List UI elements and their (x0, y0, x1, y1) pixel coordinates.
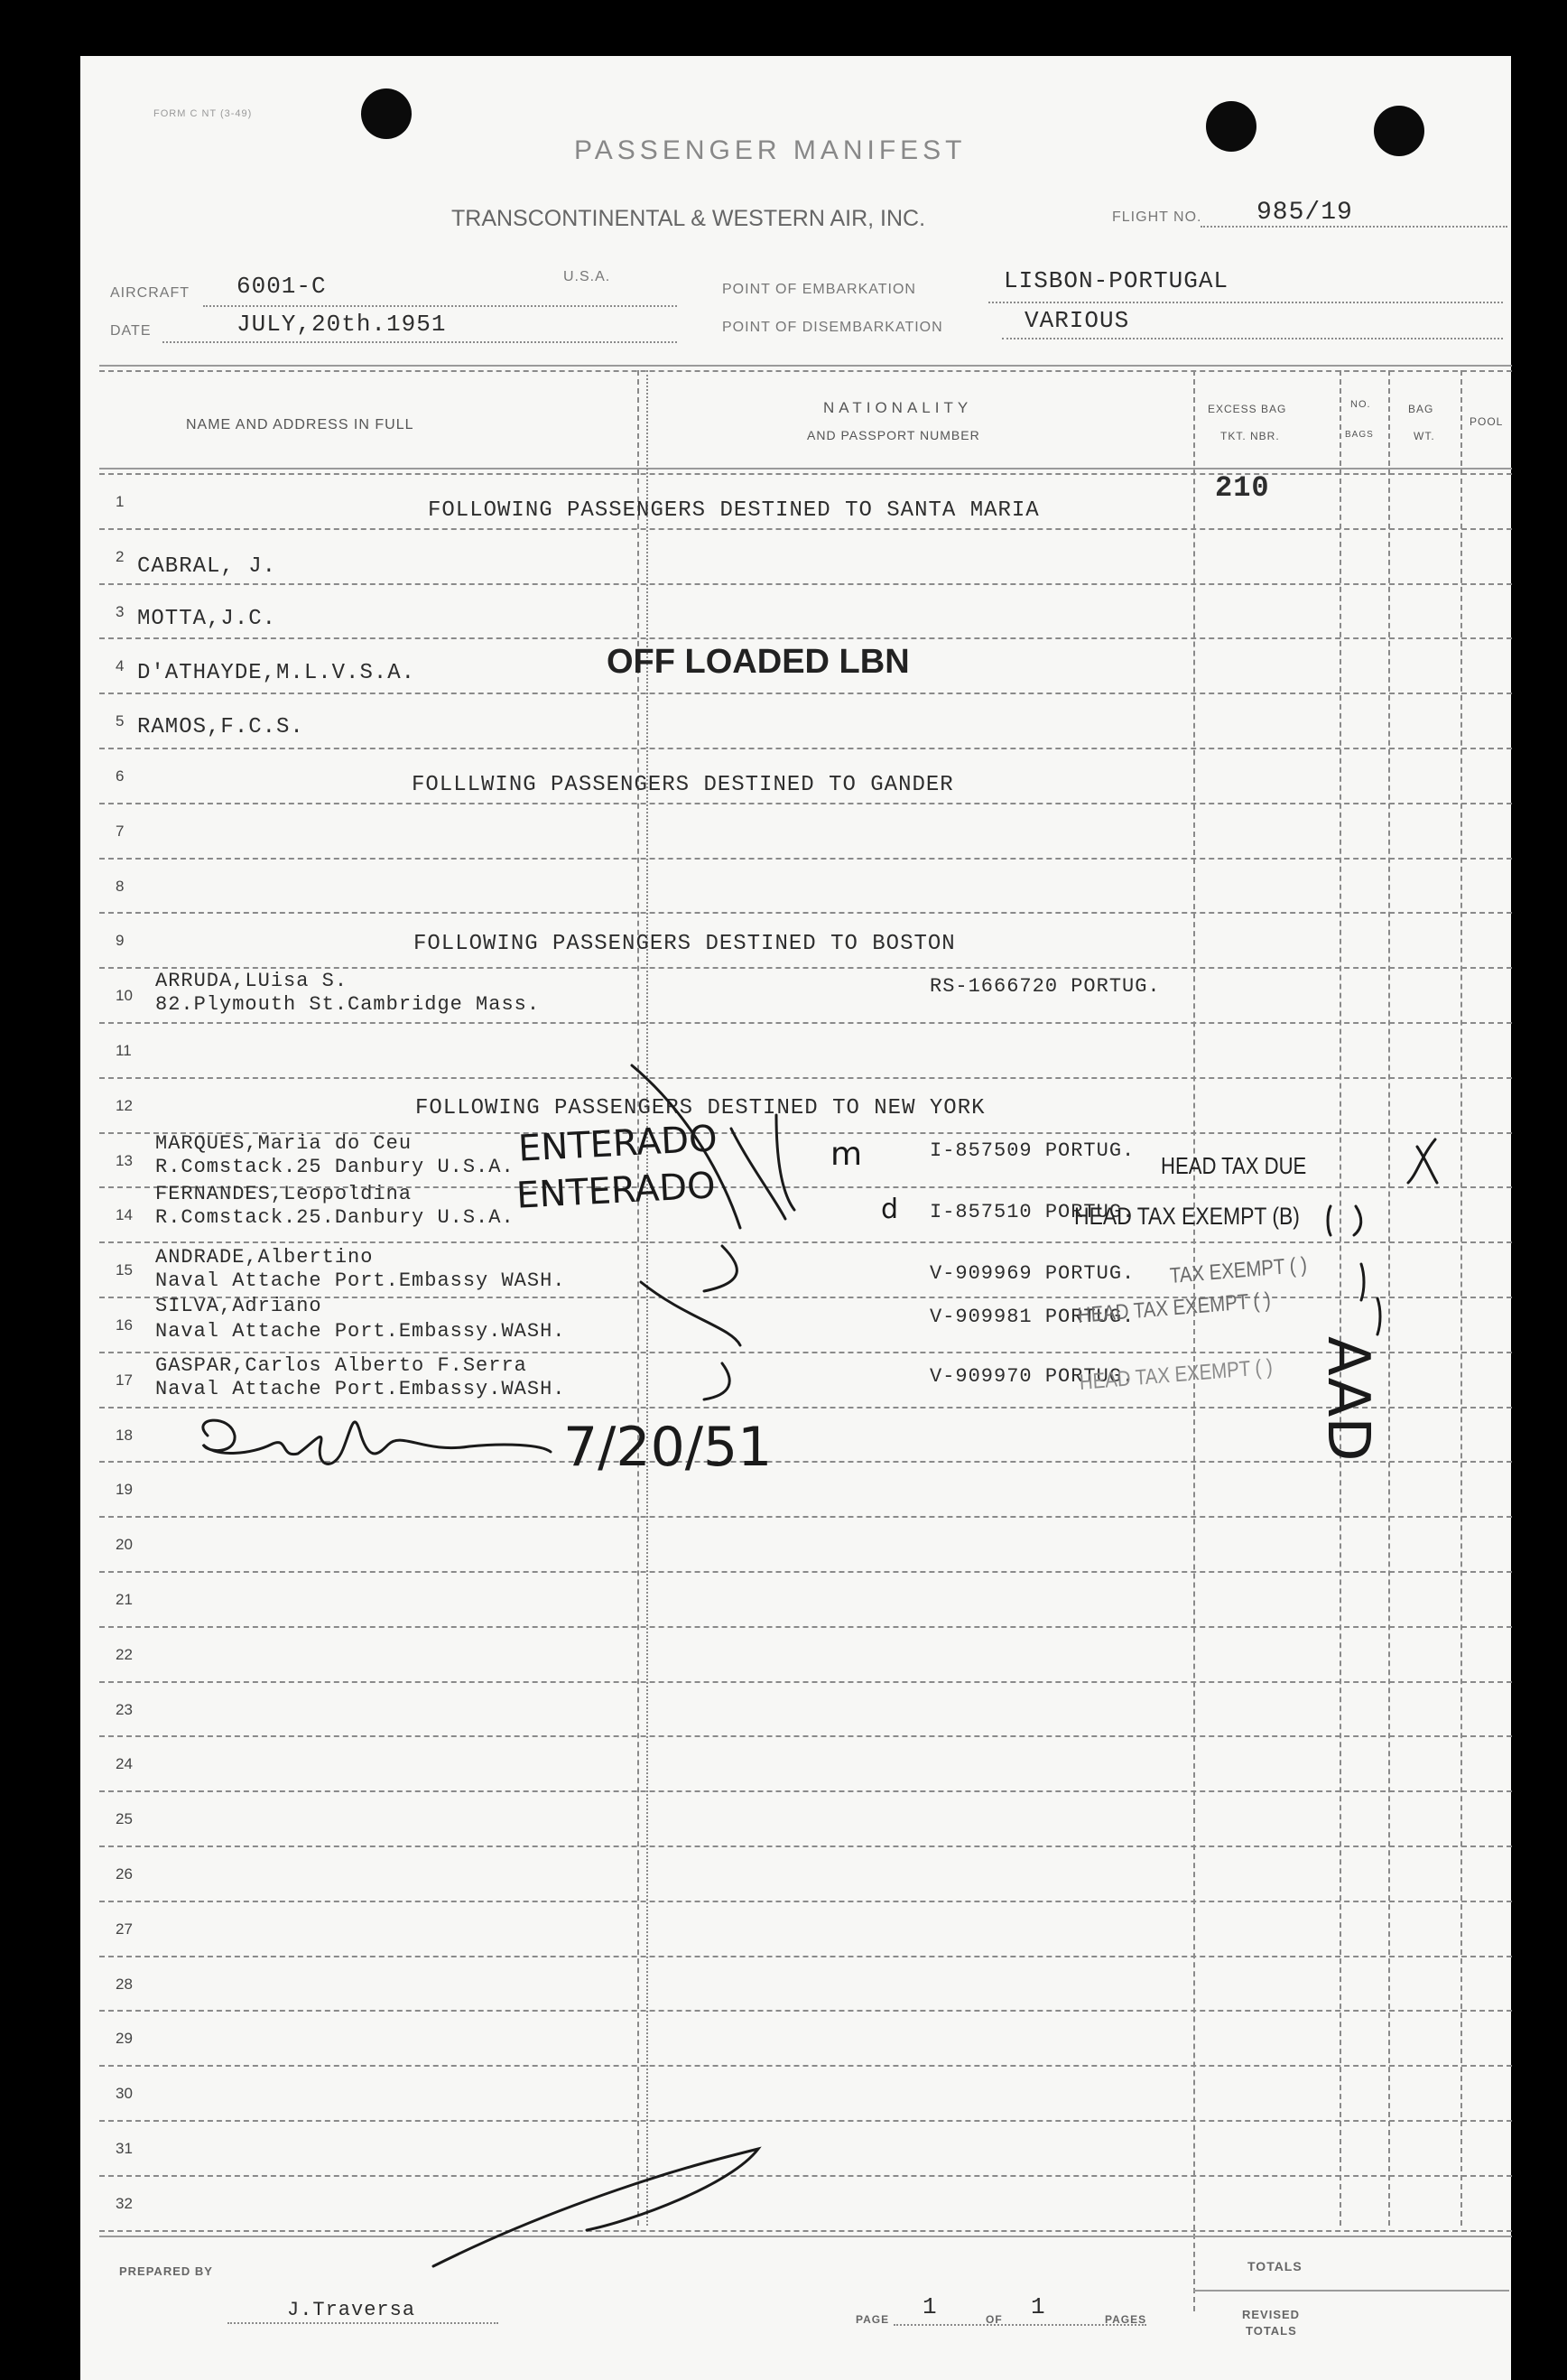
passenger-cabral: CABRAL, J. (137, 554, 277, 579)
row-number: 5 (116, 712, 125, 730)
row-number: 13 (116, 1151, 133, 1169)
head-tax-due-stamp: HEAD TAX DUE (1161, 1152, 1307, 1179)
row-number: 18 (116, 1426, 133, 1444)
passenger-fernandes: FERNANDES,Leopoldina (155, 1183, 413, 1205)
enterado-mark-2: ENTERADO (515, 1165, 717, 1217)
of-label: OF (986, 2313, 1003, 2326)
row-number: 24 (116, 1755, 133, 1773)
address-silva: Naval Attache Port.Embassy.WASH. (155, 1320, 566, 1343)
row-number: 6 (116, 767, 125, 785)
passenger-ramos: RAMOS,F.C.S. (137, 715, 304, 739)
passport-arruda: RS-1666720 PORTUG. (930, 975, 1161, 998)
row-number: 26 (116, 1865, 133, 1883)
date-value: JULY,20th.1951 (236, 311, 447, 338)
passenger-arruda: ARRUDA,LUisa S. (155, 970, 348, 992)
passenger-gaspar: GASPAR,Carlos Alberto F.Serra (155, 1354, 527, 1377)
head-tax-exempt-stamp-17: HEAD TAX EXEMPT ( ) (1079, 1354, 1274, 1395)
header-weight: WT. (1414, 430, 1435, 442)
handwritten-m: m (830, 1136, 863, 1173)
header-nationality: NATIONALITY (823, 399, 973, 416)
row-number: 3 (116, 602, 125, 620)
row-number: 10 (116, 987, 133, 1005)
row-number: 17 (116, 1371, 133, 1389)
passport-silva: V-909981 PORTUG. (930, 1306, 1136, 1328)
row-number: 9 (116, 932, 125, 950)
passenger-silva: SILVA,Adriano (155, 1295, 322, 1317)
flight-number: 985/19 (1256, 199, 1353, 227)
header-bag: BAG (1408, 403, 1434, 415)
passport-gaspar: V-909970 PORTUG. (930, 1365, 1136, 1388)
row-number: 2 (116, 547, 125, 565)
country-label: U.S.A. (563, 269, 611, 284)
row-number: 15 (116, 1261, 133, 1279)
row-number: 19 (116, 1481, 133, 1499)
row-number: 30 (116, 2085, 133, 2103)
row-number: 31 (116, 2140, 133, 2157)
address-andrade: Naval Attache Port.Embassy WASH. (155, 1269, 566, 1292)
row-number: 14 (116, 1206, 133, 1224)
address-arruda: 82.Plymouth St.Cambridge Mass. (155, 993, 541, 1016)
passport-marques: I-857509 PORTUG. (930, 1139, 1136, 1162)
row-number: 32 (116, 2194, 133, 2212)
head-tax-exempt-b-stamp: HEAD TAX EXEMPT (B) (1074, 1203, 1300, 1230)
passenger-motta: MOTTA,J.C. (137, 607, 277, 631)
date-label: DATE (110, 323, 152, 339)
prepared-by-label: PREPARED BY (119, 2264, 213, 2278)
aircraft-value: 6001-C (236, 273, 327, 300)
passenger-marques: MARQUES,Maria do Ceu (155, 1132, 413, 1155)
row-number: 29 (116, 2030, 133, 2048)
row-number: 4 (116, 657, 125, 675)
header-excess-bag: EXCESS BAG (1208, 403, 1287, 415)
row-number: 1 (116, 493, 125, 510)
flight-label: FLIGHT NO. (1112, 209, 1202, 225)
enterado-mark-1: ENTERADO (516, 1118, 719, 1170)
revised-label: REVISED (1242, 2308, 1301, 2321)
disembarkation-value: VARIOUS (1025, 307, 1130, 334)
section-new-york: FOLLOWING PASSENGERS DESTINED TO NEW YORK (415, 1096, 986, 1120)
passport-fernandes: I-857510 PORTUG. (930, 1201, 1136, 1223)
signature-date: 7/20/51 (563, 1416, 773, 1479)
section-santa-maria: FOLLOWING PASSENGERS DESTINED TO SANTA MARIA (428, 498, 1040, 523)
row-number: 27 (116, 1920, 133, 1938)
address-gaspar: Naval Attache Port.Embassy.WASH. (155, 1378, 566, 1400)
excess-ticket-210: 210 (1215, 471, 1270, 505)
revised-totals-label: TOTALS (1246, 2324, 1297, 2338)
row-number: 7 (116, 822, 125, 840)
row-number: 28 (116, 1975, 133, 1993)
head-tax-exempt-stamp-16: HEAD TAX EXEMPT ( ) (1077, 1288, 1272, 1328)
header-bags: BAGS (1345, 430, 1374, 440)
form-title: PASSENGER MANIFEST (574, 135, 967, 165)
embarkation-value: LISBON-PORTUGAL (1004, 267, 1229, 294)
address-marques: R.Comstack.25 Danbury U.S.A. (155, 1156, 515, 1178)
row-number: 21 (116, 1591, 133, 1608)
row-number: 22 (116, 1645, 133, 1663)
row-number: 8 (116, 877, 125, 895)
row-number: 16 (116, 1316, 133, 1334)
aircraft-label: AIRCRAFT (110, 285, 190, 301)
prepared-by-value: J.Traversa (287, 2299, 416, 2321)
row-number: 12 (116, 1096, 133, 1114)
header-pool: POOL (1470, 415, 1504, 428)
totals-label: TOTALS (1247, 2259, 1303, 2273)
header-passport: AND PASSPORT NUMBER (807, 428, 980, 442)
page-value: 1 (923, 2293, 938, 2320)
off-loaded-stamp: OFF LOADED LBN (607, 643, 910, 681)
handwritten-d: d (881, 1194, 899, 1225)
section-boston: FOLLOWING PASSENGERS DESTINED TO BOSTON (413, 932, 956, 956)
passport-andrade: V-909969 PORTUG. (930, 1262, 1136, 1285)
disembarkation-label: POINT OF DISEMBARKATION (722, 320, 943, 335)
pages-label: PAGES (1105, 2313, 1147, 2326)
form-code: FORM C NT (3-49) (153, 108, 253, 119)
section-gander: FOLLLWING PASSENGERS DESTINED TO GANDER (412, 773, 954, 797)
row-number: 25 (116, 1810, 133, 1828)
row-number: 23 (116, 1700, 133, 1718)
row-number: 20 (116, 1536, 133, 1554)
passenger-dathayde: D'ATHAYDE,M.L.V.S.A. (137, 661, 416, 685)
header-ticket-number: TKT. NBR. (1220, 430, 1280, 442)
handwritten-initials: AAD (1314, 1336, 1381, 1462)
passenger-andrade: ANDRADE,Albertino (155, 1246, 374, 1269)
carrier-name: TRANSCONTINENTAL & WESTERN AIR, INC. (451, 206, 926, 231)
header-name: NAME AND ADDRESS IN FULL (186, 417, 414, 432)
of-value: 1 (1031, 2293, 1046, 2320)
embarkation-label: POINT OF EMBARKATION (722, 282, 916, 297)
row-number: 11 (116, 1042, 132, 1059)
tax-exempt-stamp-15: TAX EXEMPT ( ) (1169, 1252, 1308, 1288)
address-fernandes: R.Comstack.25.Danbury U.S.A. (155, 1206, 515, 1229)
page-label: PAGE (856, 2313, 890, 2326)
header-no: NO. (1350, 399, 1371, 410)
